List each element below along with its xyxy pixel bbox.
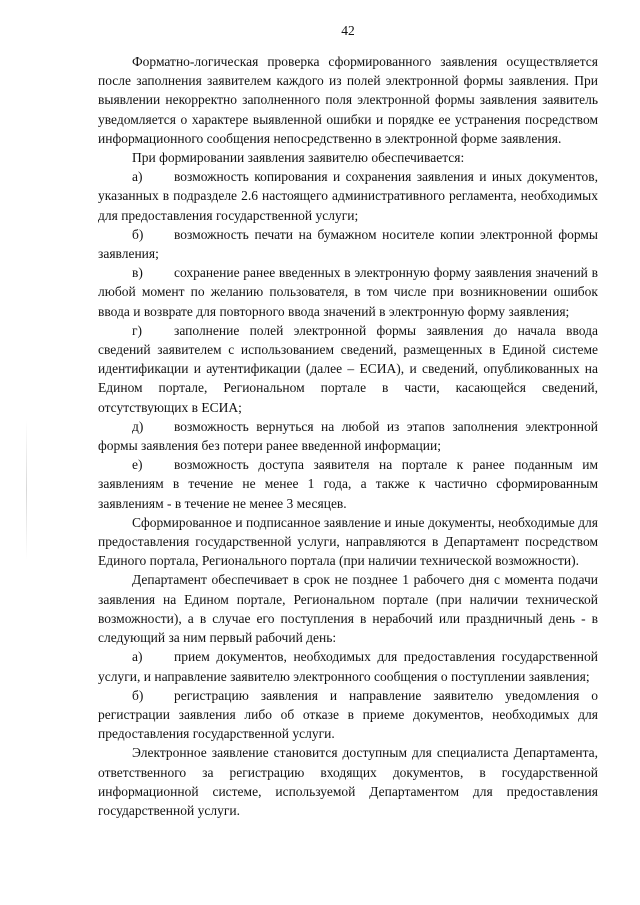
provision-label-g: г) — [132, 322, 143, 338]
provision-text-g: заполнение полей электронной формы заявления до начала ввода сведений заявителем с использованием сведений, размещенных в Единой системе идентификации и аутентификации (далее – ЕСИА), и сведений, опубликованных на Едином портале, Региональном портале в части, касающейся сведений, отсутствующих в ЕСИА; — [98, 322, 598, 415]
provision-text-b: возможность печати на бумажном носителе копии электронной формы заявления; — [98, 226, 598, 262]
provision-text-a: возможность копирования и сохранения заявления и иных документов, указанных в подразделе 2.6 настоящего административного регламента, необходимых для предоставления государственной услуги; — [98, 169, 598, 223]
department-text-b: регистрацию заявления и направление заявителю уведомления о регистрации заявления либо об отказе в приеме документов, необходимых для предоставления государственной услуги. — [98, 687, 598, 742]
department-label-a: а) — [132, 649, 143, 665]
provision-item-e — [98, 455, 598, 513]
provision-item-v — [98, 263, 598, 321]
department-item-b — [98, 686, 598, 744]
provision-item-g — [98, 321, 598, 417]
intro-paragraph: Форматно-логическая проверка сформированного заявления осуществляется после заполнения заявителем каждого из полей электронной формы заявления. При выявлении некорректно заполненного поля электронной формы заявления заявитель уведомляется о характере выявленной ошибки и порядке ее устранения посредством информационного сообщения непосредственно в электронной форме заявления. — [98, 54, 598, 146]
department-label-b: б) — [132, 687, 144, 703]
provision-label-d: д) — [132, 418, 144, 434]
page-number: 42 — [341, 23, 355, 38]
provision-label-b: б) — [132, 226, 144, 242]
department-lead: Департамент обеспечивает в срок не позднее 1 рабочего дня с момента подачи заявления на Едином портале, Региональном портале (при наличии технической возможности), а в случае его поступления в нерабочий или праздничный день - в следующий за ним первый рабочий день: — [98, 572, 598, 646]
department-item-a — [98, 647, 598, 685]
submission-paragraph: Сформированное и подписанное заявление и иные документы, необходимые для предоставления государственной услуги, направляются в Департамент посредством Единого портала, Регионального портала (при наличии технической возможности). — [98, 514, 598, 569]
scan-margin-mark — [26, 420, 27, 560]
provision-item-d — [98, 417, 598, 455]
department-text-a: прием документов, необходимых для предоставления государственной услуги, и направление заявителю электронного сообщения о поступлении заявления; — [98, 649, 598, 684]
provision-text-v: сохранение ранее введенных в электронную форму заявления значений в любой момент по желанию пользователя, в том числе при возникновении ошибок ввода и возврате для повторного ввода значений в электронную форму заявления; — [98, 265, 598, 319]
provision-item-a — [98, 167, 598, 225]
provision-label-e: е) — [132, 457, 143, 473]
closing-paragraph: Электронное заявление становится доступным для специалиста Департамента, ответственного за регистрацию входящих документов, в государственной информационной системе, используемой Департаментом для предоставления государственной услуги. — [98, 745, 598, 818]
provision-text-e: возможность доступа заявителя на портале к ранее поданным им заявлениям в течение не менее 1 года, а также к частично сформированным заявлениям - в течение не менее 3 месяцев. — [98, 457, 598, 511]
provision-lead: При формировании заявления заявителю обеспечивается: — [132, 150, 465, 166]
provision-text-d: возможность вернуться на любой из этапов заполнения электронной формы заявления без потери ранее введенной информации; — [98, 418, 598, 454]
provision-label-a: а) — [132, 169, 143, 185]
provision-label-v: в) — [132, 265, 143, 281]
provision-item-b — [98, 225, 598, 263]
